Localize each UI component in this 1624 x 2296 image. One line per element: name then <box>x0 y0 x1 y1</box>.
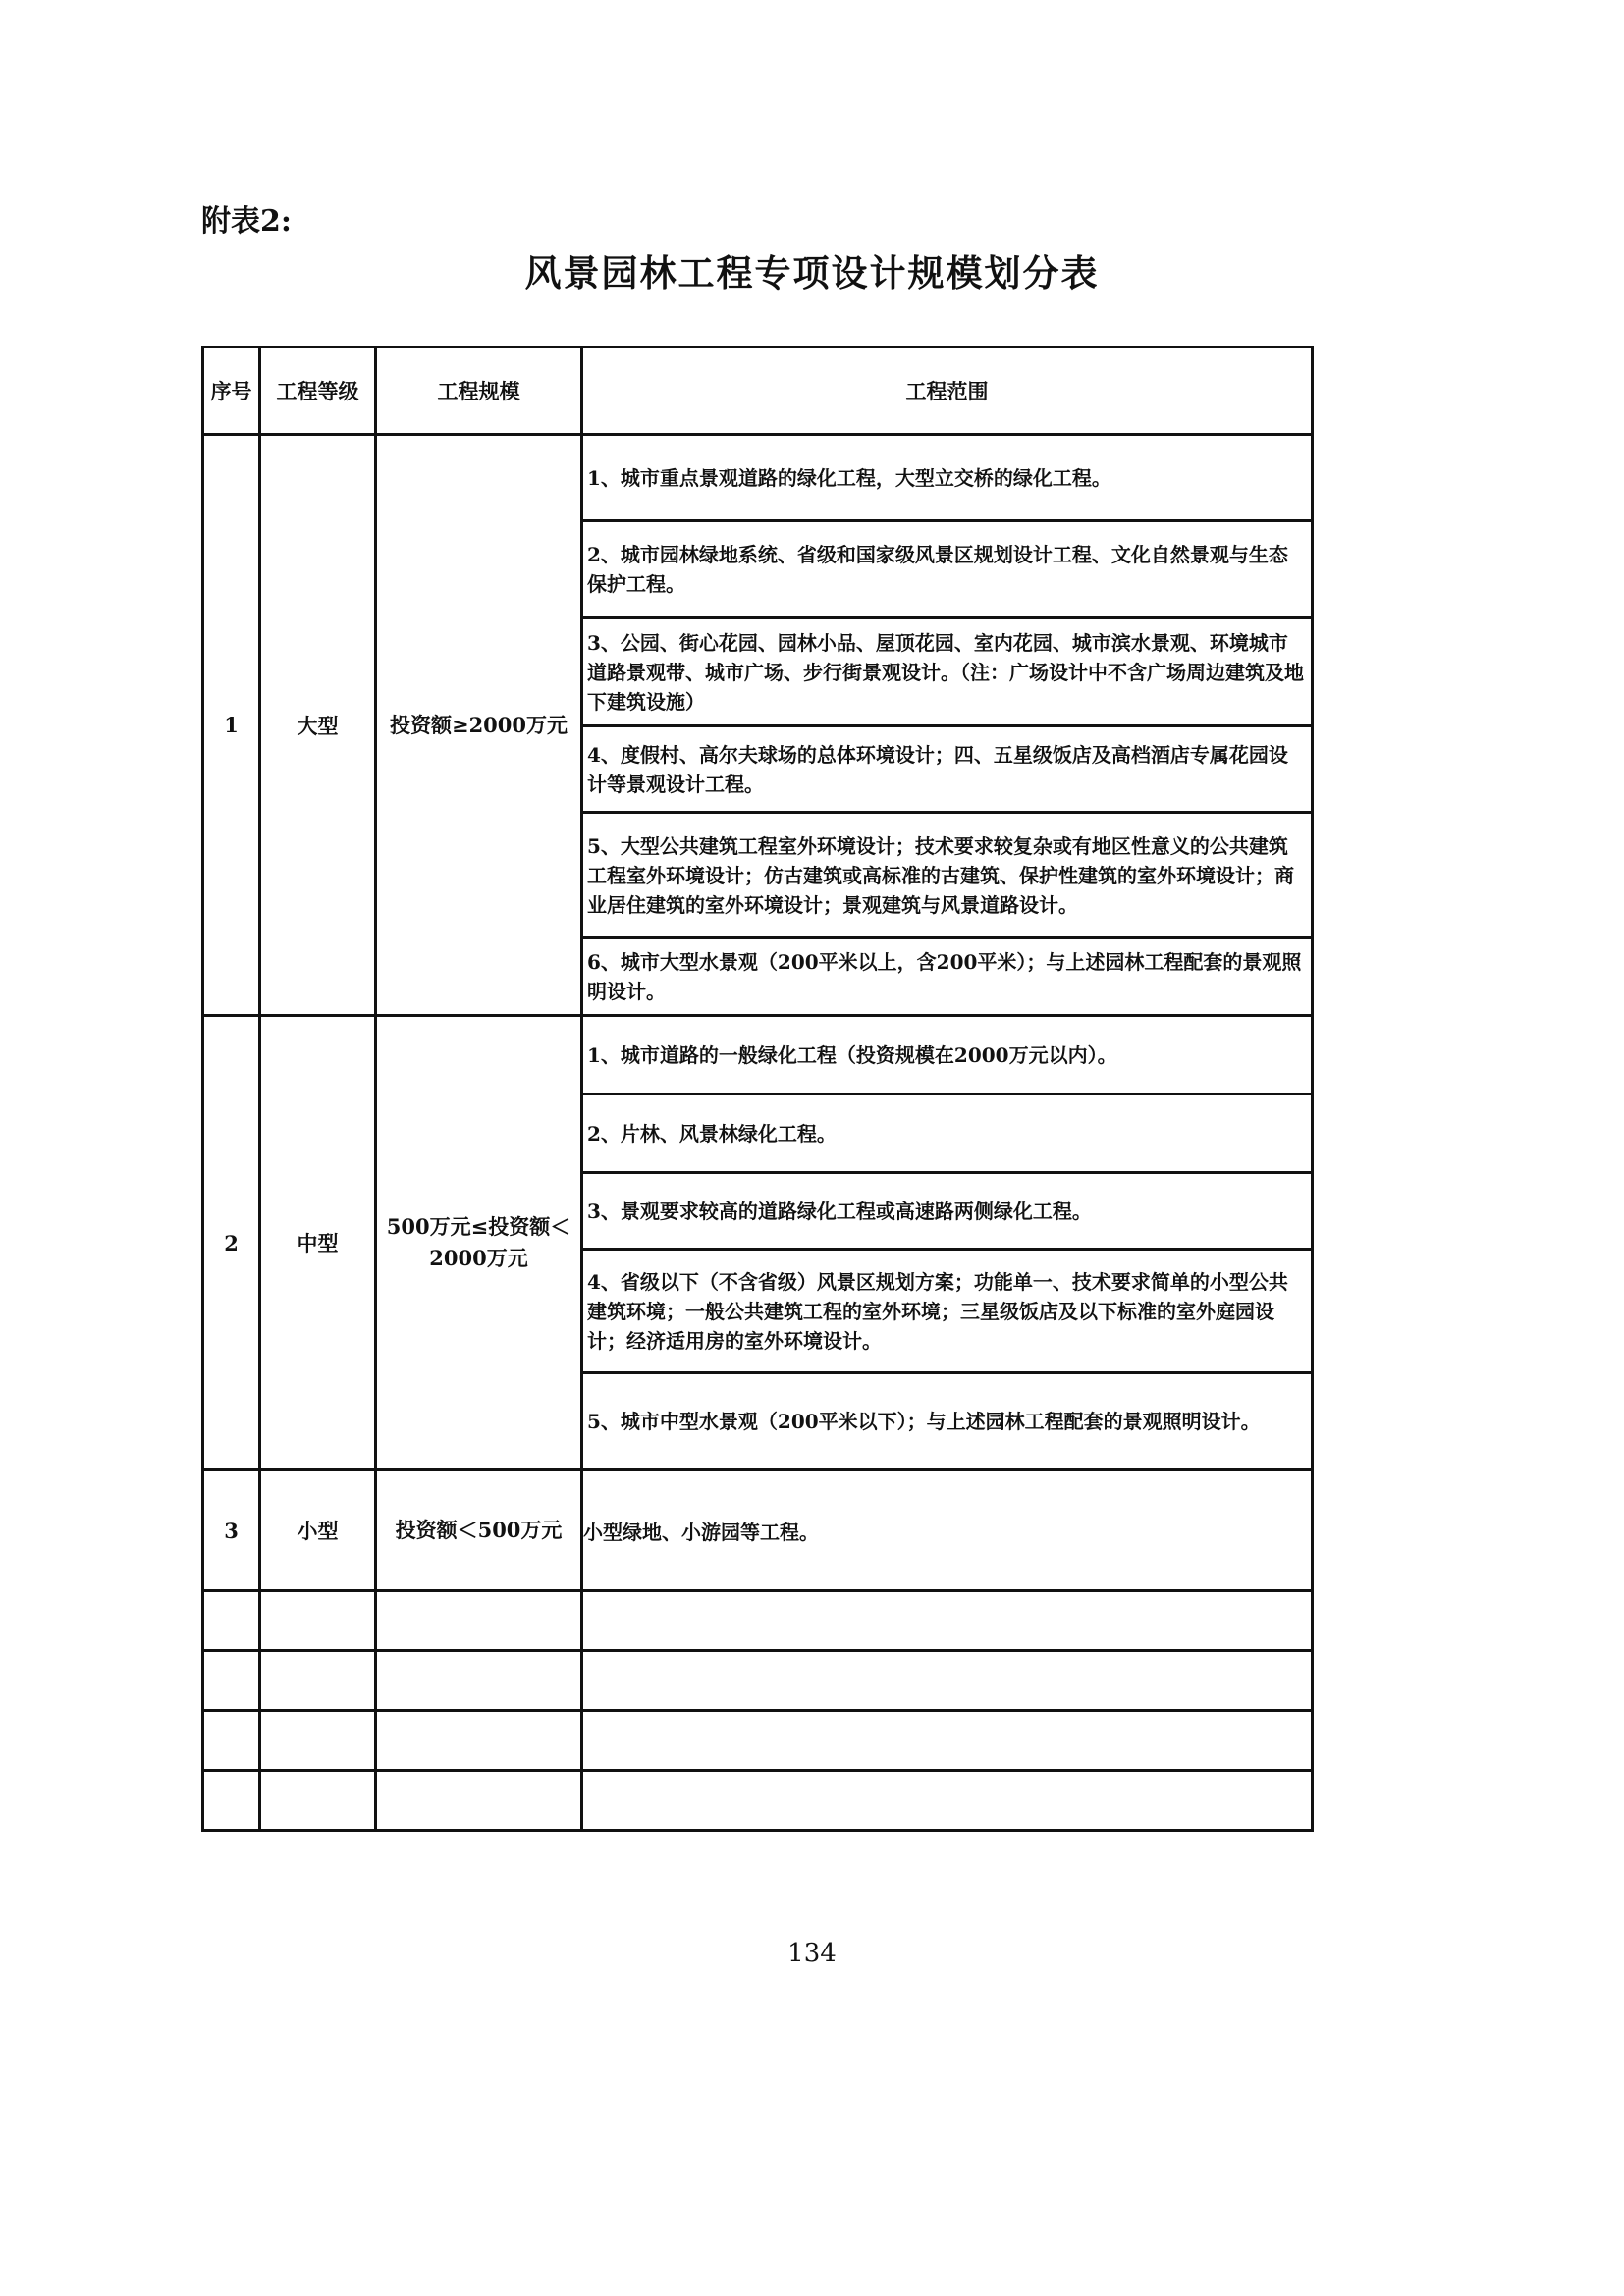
row-scope-group <box>582 1016 1313 1470</box>
scope-item: 3、景观要求较高的道路绿化工程或高速路两侧绿化工程。 <box>583 1174 1311 1251</box>
header-scale: 工程规模 <box>376 347 582 435</box>
scope-item: 5、城市中型水景观（200平米以下）；与上述园林工程配套的景观照明设计。 <box>587 1410 1261 1433</box>
page-number: 134 <box>787 1939 837 1968</box>
scope-item: 2、城市园林绿地系统、省级和国家级风景区规划设计工程、文化自然景观与生态保护工程。 <box>583 522 1311 619</box>
scope-item: 5、大型公共建筑工程室外环境设计；技术要求较复杂或有地区性意义的公共建筑工程室外环境设计；仿古建筑或高标准的古建筑、保护性建筑的室外环境设计；商业居住建筑的室外环境设计；景观建筑与风景道路设计。 <box>583 814 1311 939</box>
row-scale: 500万元≤投资额＜2000万元 <box>376 1016 582 1470</box>
row-scale: 投资额＜500万元 <box>376 1470 582 1591</box>
scope-item: 4、度假村、高尔夫球场的总体环境设计；四、五星级饭店及高档酒店专属花园设计等景观设计工程。 <box>583 727 1311 814</box>
row-grade: 大型 <box>260 435 376 1016</box>
empty-row <box>203 1651 1313 1711</box>
scope-item: 1、城市道路的一般绿化工程（投资规模在2000万元以内）。 <box>583 1017 1311 1095</box>
row-scope-group <box>582 435 1313 1016</box>
table-header-row <box>203 347 1313 435</box>
row-grade: 小型 <box>260 1470 376 1591</box>
row-number: 2 <box>203 1016 260 1470</box>
empty-row <box>203 1591 1313 1651</box>
table-row <box>203 1016 1313 1470</box>
header-number: 序号 <box>203 347 260 435</box>
table-row <box>203 435 1313 1016</box>
document-title: 风景园林工程专项设计规模划分表 <box>524 252 1100 294</box>
header-grade: 工程等级 <box>260 347 376 435</box>
row-scope: 小型绿地、小游园等工程。 <box>582 1470 1313 1591</box>
row-grade: 中型 <box>260 1016 376 1470</box>
row-number: 1 <box>203 435 260 1016</box>
scope-item: 6、城市大型水景观（200平米以上，含200平米）；与上述园林工程配套的景观照明设计。 <box>587 950 1302 1003</box>
scope-item: 3、公园、街心花园、园林小品、屋顶花园、室内花园、城市滨水景观、环境城市道路景观带、城市广场、步行街景观设计。（注：广场设计中不含广场周边建筑及地下建筑设施） <box>583 619 1311 727</box>
scope-item: 4、省级以下（不含省级）风景区规划方案；功能单一、技术要求简单的小型公共建筑环境；一般公共建筑工程的室外环境；三星级饭店及以下标准的室外庭园设计；经济适用房的室外环境设计。 <box>583 1251 1311 1374</box>
scale-classification-table <box>201 346 1314 1832</box>
attachment-label: 附表2: <box>201 204 292 239</box>
row-scale: 投资额≥2000万元 <box>376 435 582 1016</box>
scope-item: 1、城市重点景观道路的绿化工程，大型立交桥的绿化工程。 <box>583 436 1311 522</box>
table-row <box>203 1470 1313 1591</box>
scope-item: 2、片林、风景林绿化工程。 <box>583 1095 1311 1174</box>
header-scope: 工程范围 <box>582 347 1313 435</box>
row-number: 3 <box>203 1470 260 1591</box>
empty-row <box>203 1771 1313 1831</box>
empty-row <box>203 1711 1313 1771</box>
